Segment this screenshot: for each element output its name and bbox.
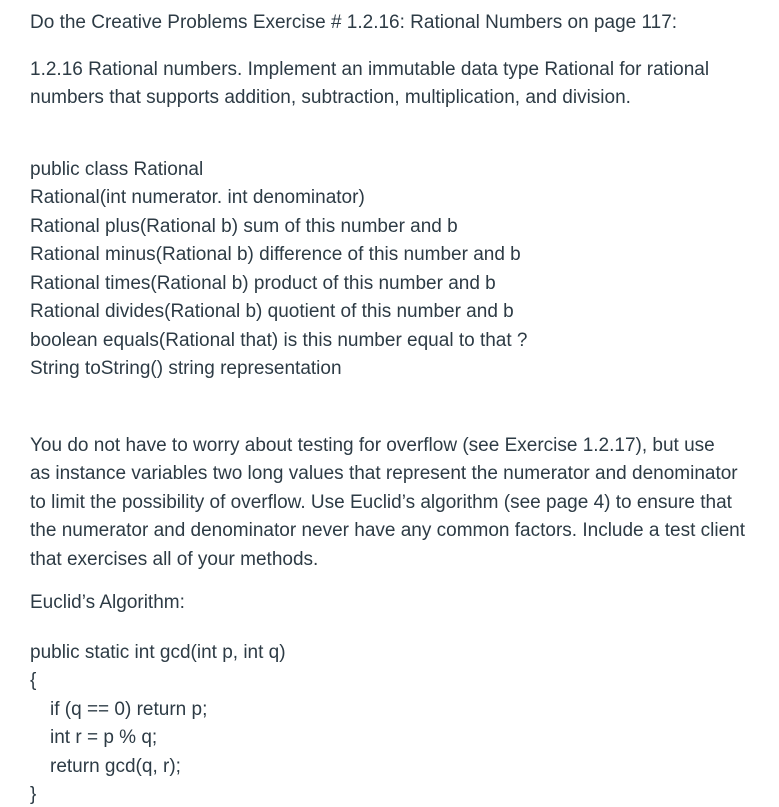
api-line: Rational plus(Rational b) sum of this number and b bbox=[30, 215, 458, 237]
problem-line: numbers that supports addition, subtraction, multiplication, and division. bbox=[30, 87, 631, 108]
api-line: Rational times(Rational b) product of this number and b bbox=[30, 272, 496, 294]
instruction-line: Do the Creative Problems Exercise # 1.2.16: Rational Numbers on page 117: bbox=[30, 12, 678, 33]
notes-line: as instance variables two long values that represent the numerator and denominator bbox=[30, 463, 738, 484]
overflow-notes-paragraph bbox=[30, 432, 759, 575]
api-line: Rational divides(Rational b) quotient of this number and b bbox=[30, 301, 514, 322]
problem-statement bbox=[30, 56, 759, 113]
notes-line: You do not have to worry about testing for overflow (see Exercise 1.2.17), but use bbox=[30, 434, 715, 456]
notes-line: the numerator and denominator never have any common factors. Include a test client bbox=[30, 520, 746, 541]
problem-line: 1.2.16 Rational numbers. Implement an immutable data type Rational for rational bbox=[30, 58, 710, 80]
api-line: String toString() string representation bbox=[30, 358, 342, 379]
code-line-body: return gcd(q, r); bbox=[50, 755, 181, 777]
rational-api-listing bbox=[30, 156, 759, 384]
notes-line: to limit the possibility of overflow. Use Euclid’s algorithm (see page 4) to ensure that bbox=[30, 491, 732, 513]
api-line: Rational(int numerator. int denominator) bbox=[30, 187, 365, 208]
gcd-code-block bbox=[30, 639, 759, 807]
api-line: Rational minus(Rational b) difference of this number and b bbox=[30, 244, 521, 265]
notes-line: that exercises all of your methods. bbox=[30, 548, 319, 570]
code-line-close-brace: } bbox=[30, 784, 37, 805]
code-line-open-brace: { bbox=[30, 670, 37, 691]
api-line: public class Rational bbox=[30, 158, 204, 180]
euclid-algorithm-heading: Euclid’s Algorithm: bbox=[30, 592, 185, 613]
code-line-body: int r = p % q; bbox=[50, 727, 158, 748]
code-line-signature: public static int gcd(int p, int q) bbox=[30, 641, 286, 663]
code-line-body: if (q == 0) return p; bbox=[50, 698, 208, 720]
api-line: boolean equals(Rational that) is this number equal to that ? bbox=[30, 329, 528, 351]
